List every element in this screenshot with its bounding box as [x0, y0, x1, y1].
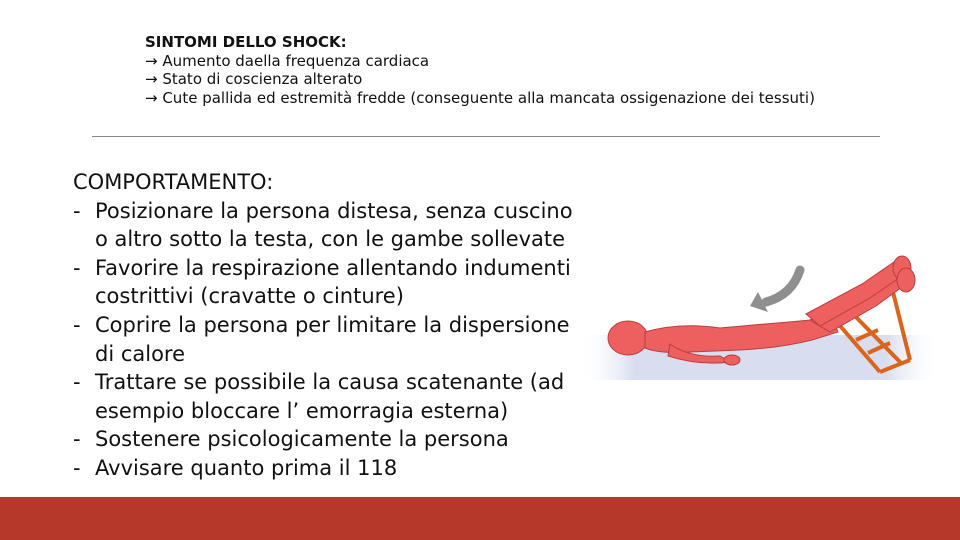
shock-position-icon — [580, 240, 940, 400]
symptoms-section — [145, 33, 885, 107]
behavior-item — [73, 368, 573, 425]
bullet-dash: - — [73, 370, 81, 395]
behavior-title: COMPORTAMENTO: — [73, 170, 274, 194]
behavior-item — [73, 425, 573, 454]
footer-accent-bar — [0, 497, 960, 540]
bullet-dash: - — [73, 198, 81, 223]
symptom-item: → Aumento daella frequenza cardiaca — [145, 51, 430, 70]
curved-arrow-icon — [750, 270, 800, 312]
behavior-item — [73, 254, 573, 311]
behavior-item-text: Trattare se possibile la causa scatenante (ad esempio bloccare l’ emorragia esterna) — [95, 370, 565, 423]
symptom-item: → Stato di coscienza alterato — [145, 70, 363, 88]
behavior-item-text: Avvisare quanto prima il 118 — [95, 455, 398, 480]
behavior-item — [73, 311, 573, 368]
behavior-item-text: Posizionare la persona distesa, senza cuscino o altro sotto la testa, con le gambe sollevate — [95, 198, 573, 252]
shock-position-illustration — [580, 240, 940, 400]
bullet-dash: - — [73, 255, 81, 280]
bullet-dash: - — [73, 455, 81, 480]
behavior-item-text: Sostenere psicologicamente la persona — [95, 427, 509, 452]
divider — [92, 136, 880, 137]
behavior-item — [73, 454, 573, 483]
bullet-dash: - — [73, 427, 81, 452]
symptoms-title: SINTOMI DELLO SHOCK: — [145, 33, 347, 51]
behavior-section — [73, 168, 573, 483]
behavior-item-text: Coprire la persona per limitare la dispersione di calore — [95, 312, 570, 366]
behavior-item-text: Favorire la respirazione allentando indumenti costrittivi (cravatte o cinture) — [95, 255, 571, 309]
behavior-item — [73, 197, 573, 254]
bullet-dash: - — [73, 312, 81, 337]
symptom-item: → Cute pallida ed estremità fredde (conseguente alla mancata ossigenazione dei tessuti) — [145, 88, 815, 107]
